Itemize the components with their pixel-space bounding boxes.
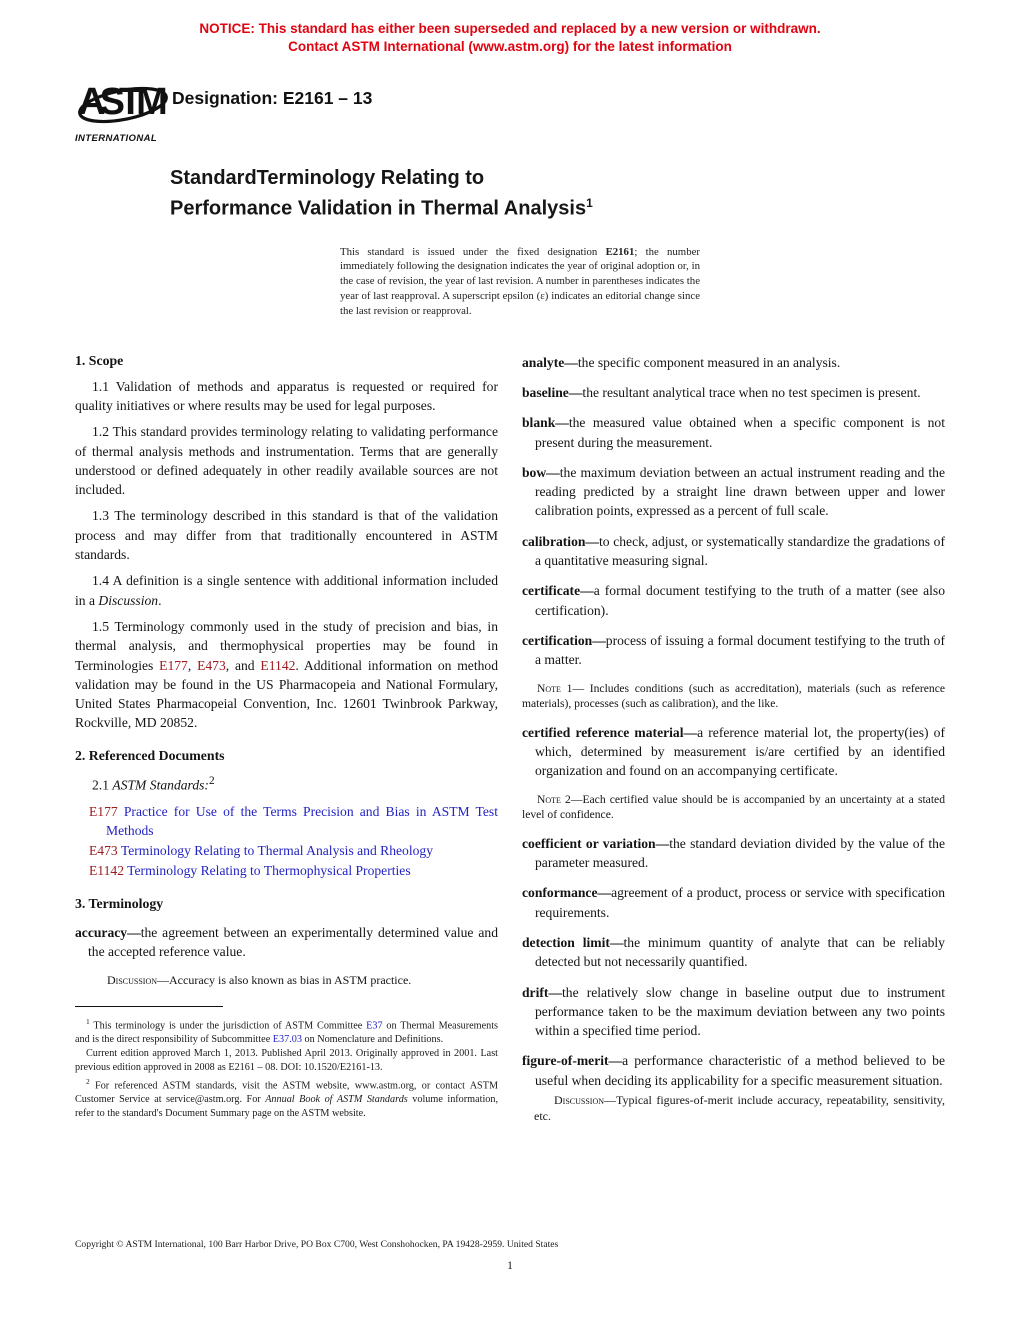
- section-terminology-heading: 3. Terminology: [75, 895, 164, 911]
- page-number: 1: [507, 1260, 513, 1272]
- para-1-4: 1.4 A definition is a single sentence with additional information included in a Discussion.: [75, 573, 498, 608]
- definition-certified-reference-material: certified reference material—a reference material lot, the property(ies) of which, determined by measurement is/are certified by an identified organization and found on an accompanying certificate.: [522, 724, 945, 779]
- reference-e473: E473 Terminology Relating to Thermal Analysis and Rheology: [89, 843, 434, 859]
- notice-line-1: NOTICE: This standard has either been superseded and replaced by a new version or withdrawn.: [199, 21, 821, 36]
- ref-link-e177[interactable]: E177: [89, 803, 118, 819]
- logo-international-text: INTERNATIONAL: [75, 133, 158, 144]
- footnote-1: $^1$ This terminology is under the jurisdiction of ASTM Committee E37 on Thermal Measurements and is the direct responsibility of Subcommittee E37.03 on Nomenclature and Definitions.: [75, 1017, 498, 1046]
- section-referenced-heading: 2. Referenced Documents: [75, 747, 225, 763]
- definition-accuracy: accuracy—the agreement between an experimentally determined value and the accepted reference value.: [75, 924, 498, 959]
- link-e37[interactable]: E37: [366, 1020, 383, 1032]
- definition-drift: drift—the relatively slow change in baseline output due to instrument performance taken to be the maximum deviation between any two points within a specified time period.: [522, 984, 945, 1039]
- link-e177[interactable]: E177: [159, 657, 188, 673]
- reference-e177: E177 Practice for Use of the Terms Precision and Bias in ASTM Test Methods: [89, 803, 498, 838]
- title-line-1: StandardTerminology Relating to: [170, 167, 485, 189]
- definition-detection-limit: detection limit—the minimum quantity of analyte that can be reliably detected but not necessarily quantified.: [522, 934, 945, 970]
- reference-e1142: E1142 Terminology Relating to Thermophysical Properties: [89, 863, 411, 879]
- footnote-divider: [75, 1006, 223, 1007]
- ref-link-e1142[interactable]: E1142: [89, 863, 124, 879]
- body-columns: [75, 353, 945, 1128]
- para-2-1: 2.1 ASTM Standards:$^2$: [92, 774, 215, 793]
- definition-figure-of-merit: figure-of-merit—a performance characteristic of a method believed to be useful when deciding its applicability for a specific measurement situation.: [522, 1053, 945, 1088]
- link-e37-03[interactable]: E37.03: [272, 1034, 302, 1046]
- discussion-accuracy: Discussion—Accuracy is also known as bias in ASTM practice.: [107, 973, 412, 988]
- footnote-1-edition: Current edition approved March 1, 2013. Published April 2013. Originally approved in 2001. Last previous edition approved in 2008 as E2161 – 08. DOI: 10.1520/E2161-13.: [75, 1048, 498, 1074]
- notice-line-2: Contact ASTM International (www.astm.org) for the latest information: [288, 39, 732, 54]
- page-title: [170, 166, 870, 221]
- title-block: [170, 166, 870, 319]
- globe-icon: [75, 72, 171, 132]
- definition-coefficient-or-variation: coefficient or variation—the standard deviation divided by the value of the parameter measured.: [522, 835, 945, 871]
- title-footnote-ref: 1: [586, 195, 593, 210]
- ref-link-e473[interactable]: E473: [89, 843, 118, 859]
- note-2: Note 2—Each certified value should be is accompanied by an uncertainty at a stated level of confidence.: [522, 792, 945, 822]
- section-scope-heading: 1. Scope: [75, 352, 124, 368]
- logo-astm-text: ASTM: [78, 81, 162, 123]
- right-column: [522, 353, 945, 1128]
- definition-baseline: baseline—the resultant analytical trace when no test specimen is present.: [522, 384, 921, 400]
- note-1: Note 1— Includes conditions (such as accreditation), materials (such as reference materials), processes (such as calibration), and the like.: [522, 681, 945, 711]
- para-1-3: 1.3 The terminology described in this standard is that of the validation process and may differ from that traditionally encountered in ASTM standards.: [75, 508, 498, 563]
- definition-analyte: analyte—the specific component measured in an analysis.: [522, 354, 841, 370]
- designation-text: Designation: E2161 – 13: [172, 88, 373, 108]
- definition-conformance: conformance—agreement of a product, process or service with specification requirements.: [522, 885, 945, 920]
- definition-calibration: calibration—to check, adjust, or systematically standardize the gradations of a quantitative measuring signal.: [522, 533, 945, 569]
- footnote-2: $^2$ For referenced ASTM standards, visit the ASTM website, www.astm.org, or contact ASTM Customer Service at service@astm.org. For Annual Book of ASTM Standards volume information, refer to the standard's Document Summary page on the ASTM website.: [75, 1076, 499, 1119]
- issued-statement: This standard is issued under the fixed designation E2161; the number immediately following the designation indicates the year of original adoption or, in the case of revision, the year of last revision. A number in parentheses indicates the year of last reapproval. A superscript epsilon (ε) indicates an editorial change since the last revision or reapproval.: [340, 245, 700, 317]
- title-line-2: Performance Validation in Thermal Analysis$^1$: [170, 195, 593, 220]
- withdrawal-notice: [0, 0, 1020, 56]
- left-column: [75, 353, 498, 1128]
- link-e473[interactable]: E473: [197, 657, 226, 673]
- definition-blank: blank—the measured value obtained when a specific component is not present during the measurement.: [522, 415, 945, 450]
- para-1-1: 1.1 Validation of methods and apparatus is requested or required for quality initiatives or where results may be used for legal purposes.: [75, 378, 498, 413]
- copyright-line: Copyright © ASTM International, 100 Barr Harbor Drive, PO Box C700, West Conshohocken, PA 19428-2959. United States: [75, 1239, 559, 1250]
- definition-certificate: certificate—a formal document testifying to the truth of a matter (see also certification).: [522, 583, 945, 618]
- para-1-2: 1.2 This standard provides terminology relating to validating performance of thermal analysis methods and instrumentation. Terms that are generally understood or defined adequately in other readily available sources are not included.: [75, 424, 498, 498]
- document-header: [75, 72, 945, 158]
- link-e1142[interactable]: E1142: [260, 657, 296, 673]
- definition-certification: certification—process of issuing a formal document testifying to the truth of a matter.: [522, 632, 945, 668]
- definition-bow: bow—the maximum deviation between an actual instrument reading and the reading predicted by a straight line drawn between upper and lower calibration points, expressed as a percent of full scale.: [522, 464, 945, 519]
- footnote-ref-2: 2: [208, 774, 215, 787]
- discussion-figure-of-merit: Discussion—Typical figures-of-merit include accuracy, repeatability, sensitivity, etc.: [534, 1093, 945, 1124]
- discussion-italic: Discussion: [98, 592, 159, 608]
- astm-logo: [75, 72, 175, 144]
- para-1-5: 1.5 Terminology commonly used in the study of precision and bias, in thermal analysis, and thermophysical properties may be found in Terminologies E177, E473, and E1142. Additional information on method validation may be found in the US Pharmacopeia and National Formulary, United States Pharmacopeial Convention, Inc. 12601 Twinbrook Parkway, Rockville, MD 20852.: [75, 618, 499, 731]
